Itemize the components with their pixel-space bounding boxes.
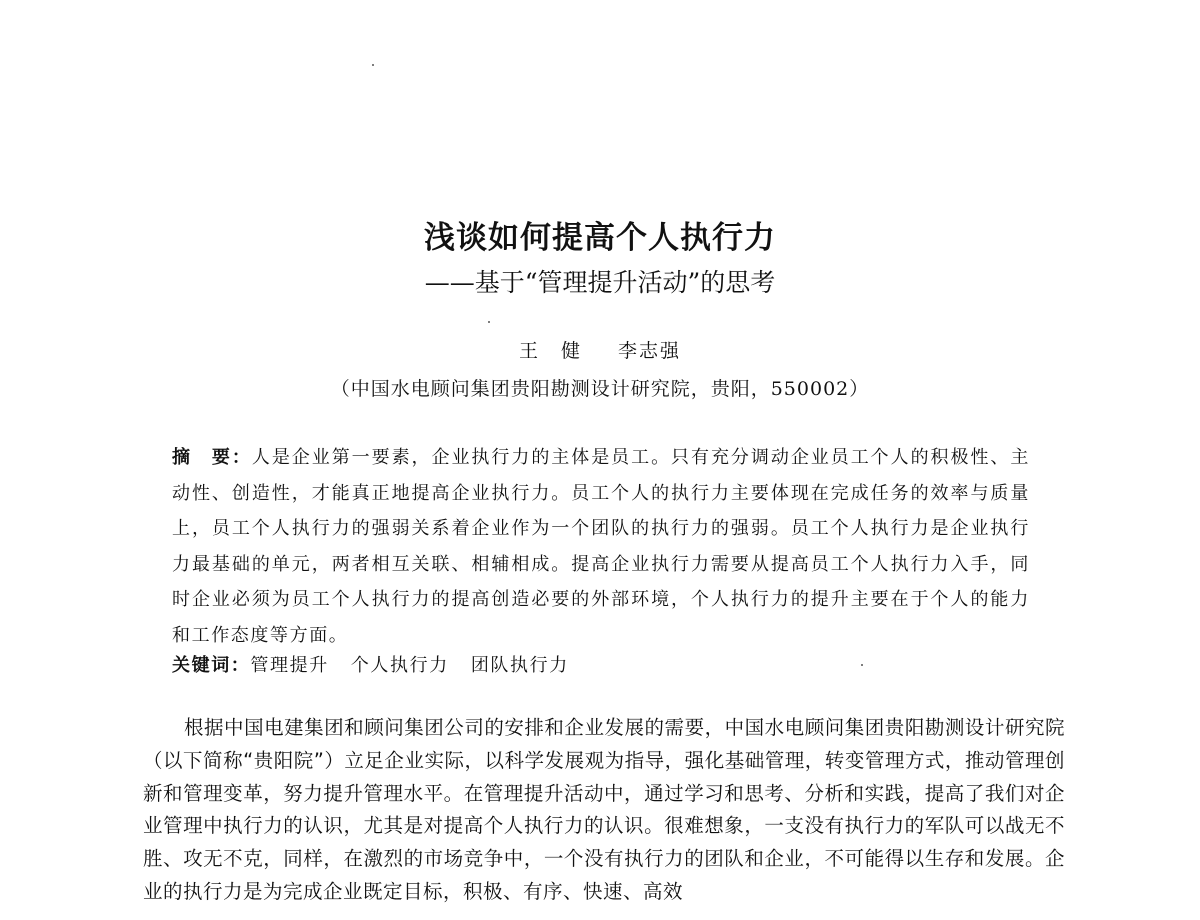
abstract-label: 摘 要： [172,447,252,468]
scan-speck [372,64,374,66]
paper-subtitle: ——基于“管理提升活动”的思考 [424,268,776,297]
author-list [0,336,1200,366]
author-name: 李志强 [618,340,682,362]
abstract-text: 人是企业第一要素，企业执行力的主体是员工。只有充分调动企业员工个人的积极性、主动性、创造性，才能真正地提高企业执行力。员工个人的执行力主要体现在完成任务的效率与质量上，员工个人执行力的强弱关系着企业作为一个团队的执行力的强弱。员工个人执行力是企业执行力最基础的单元，两者相互关联、相辅相成。提高企业执行力需要从提高员工个人执行力入手，同时企业必须为员工个人执行力的提高创造必要的外部环境，个人执行力的提升主要在于个人的能力和工作态度等方面。 [172,447,1030,646]
keywords-label: 关键词： [172,655,251,676]
affiliation: （中国水电顾问集团贵阳勘测设计研究院，贵阳，550002） [330,378,870,400]
abstract [172,440,1030,653]
author-name: 王 健 [518,340,582,362]
scan-speck [488,321,490,323]
keyword: 团队执行力 [470,655,569,676]
keywords [172,650,1030,682]
keyword: 管理提升 [250,655,329,676]
scan-speck [861,664,863,666]
paper-title: 浅谈如何提高个人执行力 [424,220,776,256]
keyword: 个人执行力 [350,655,449,676]
body-paragraph: 根据中国电建集团和顾问集团公司的安排和企业发展的需要，中国水电顾问集团贵阳勘测设计研究院（以下简称“贵阳院”）立足企业实际，以科学发展观为指导，强化基础管理，转变管理方式，推动管理创新和管理变革，努力提升管理水平。在管理提升活动中，通过学习和思考、分析和实践，提高了我们对企业管理中执行力的认识，尤其是对提高个人执行力的认识。很难想象，一支没有执行力的军队可以战无不胜、攻无不克，同样，在激烈的市场竞争中，一个没有执行力的团队和企业，不可能得以生存和发展。企业的执行力是为完成企业既定目标，积极、有序、快速、高效 [143,716,1065,903]
